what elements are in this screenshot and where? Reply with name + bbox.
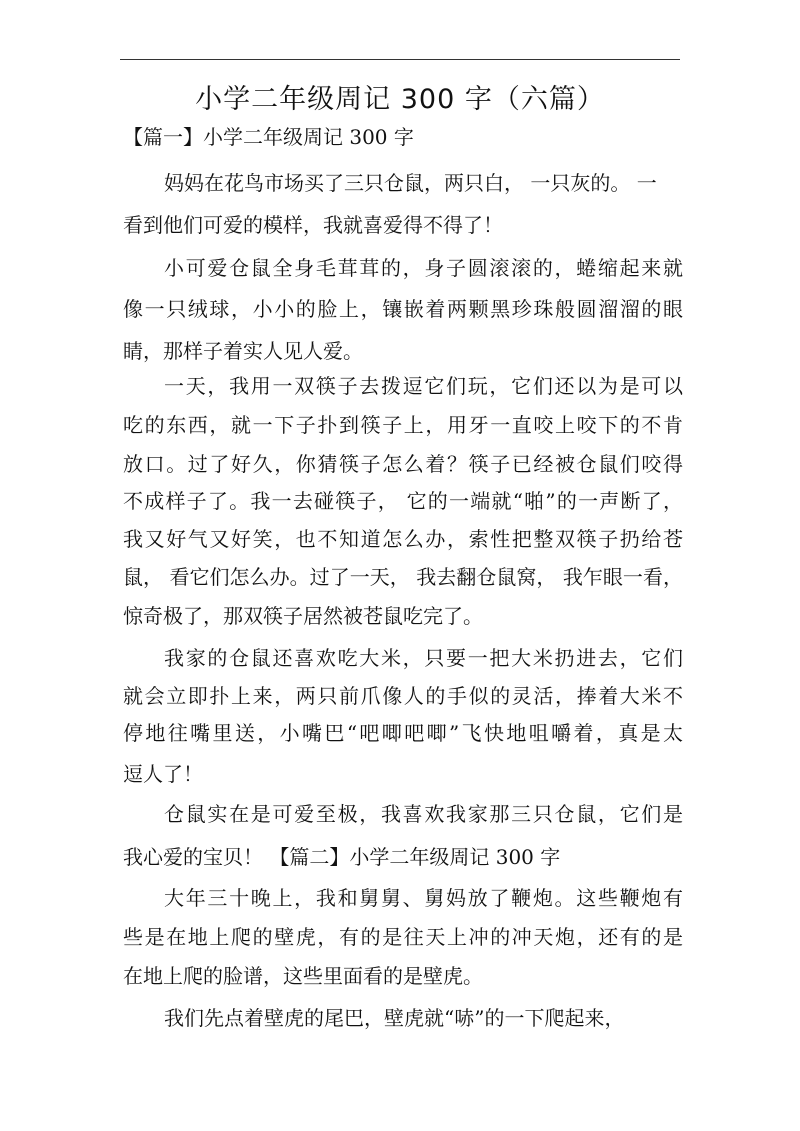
text-line: 仓鼠实在是可爱至极，我喜欢我家那三只仓鼠，它们是 — [164, 802, 683, 826]
text-line: 我家的仓鼠还喜欢吃大米，只要一把大米扔进去，它们 — [164, 646, 683, 670]
text-line: 鼠， 看它们怎么办。过了一天， 我去翻仓鼠窝， 我乍眼一看， — [123, 565, 683, 589]
text-line: 在地上爬的脸谱，这些里面看的是壁虎。 — [123, 964, 483, 988]
text-line: 我们先点着壁虎的尾巴，壁虎就“哧”的一下爬起来， — [164, 1006, 625, 1030]
text-line: 些是在地上爬的壁虎，有的是往天上冲的冲天炮，还有的是 — [123, 925, 683, 949]
document-title: 小学二年级周记 300 字（六篇） — [195, 84, 605, 115]
text-line: 像一只绒球，小小的脸上，镶嵌着两颗黑珍珠般圆溜溜的眼 — [123, 297, 683, 321]
section-heading: 【篇一】小学二年级周记 300 字 — [123, 125, 414, 149]
header-rule — [120, 59, 680, 60]
text-line: 就会立即扑上来，两只前爪像人的手似的灵活，捧着大米不 — [123, 684, 683, 708]
text-line: 小可爱仓鼠全身毛茸茸的，身子圆滚滚的，蜷缩起来就 — [164, 256, 683, 280]
text-line: 放口。过了好久，你猜筷子怎么着？筷子已经被仓鼠们咬得 — [123, 452, 683, 476]
text-line: 不成样子了。我一去碰筷子， 它的一端就“啪”的一声断了， — [123, 489, 683, 513]
text-line: 我心爱的宝贝！ 【篇二】小学二年级周记 300 字 — [123, 845, 561, 869]
text-line: 停地往嘴里送，小嘴巴“吧唧吧唧”飞快地咀嚼着，真是太 — [123, 721, 683, 745]
text-line: 看到他们可爱的模样，我就喜爱得不得了！ — [123, 213, 503, 237]
text-line: 睛，那样子着实人见人爱。 — [123, 339, 363, 363]
text-line: 大年三十晚上，我和舅舅、舅妈放了鞭炮。这些鞭炮有 — [164, 886, 683, 910]
text-line: 妈妈在花鸟市场买了三只仓鼠，两只白， 一只灰的。 一 — [164, 171, 657, 195]
text-line: 逗人了！ — [123, 762, 203, 786]
text-line: 惊奇极了，那双筷子居然被苍鼠吃完了。 — [123, 604, 483, 628]
text-line: 我又好气又好笑，也不知道怎么办，索性把整双筷子扔给苍 — [123, 527, 683, 551]
text-line: 吃的东西，就一下子扑到筷子上，用牙一直咬上咬下的不肯 — [123, 413, 683, 437]
text-line: 一天，我用一双筷子去拨逗它们玩，它们还以为是可以 — [164, 374, 683, 398]
